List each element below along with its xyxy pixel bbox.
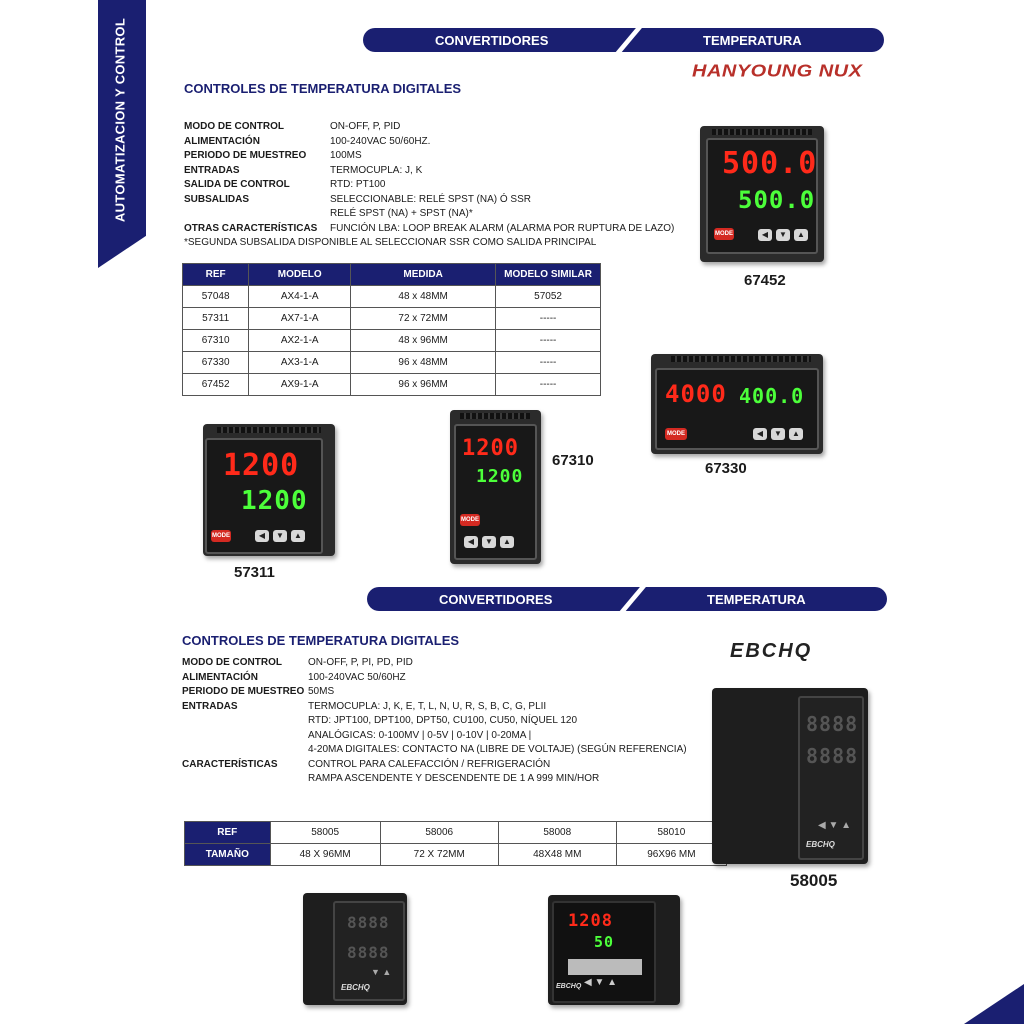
table-cell: 96 x 96MM bbox=[351, 374, 496, 396]
table-row bbox=[185, 822, 727, 844]
mode-button: MODE bbox=[460, 514, 480, 526]
controller-image-lit bbox=[548, 895, 680, 1005]
table-header-cell: REF bbox=[185, 822, 271, 844]
table-row bbox=[183, 374, 601, 396]
corner-decoration bbox=[964, 984, 1024, 1024]
vent-grille bbox=[217, 427, 321, 433]
table-cell: 48X48 MM bbox=[498, 844, 616, 866]
down-arrow-icon: ▼ bbox=[482, 536, 496, 548]
section-title-2: CONTROLES DE TEMPERATURA DIGITALES bbox=[182, 633, 460, 648]
spec-value: 50MS bbox=[308, 686, 335, 697]
spec-value: 4-20MA DIGITALES: CONTACTO NA (LIBRE DE VOLTAJE) (SEGÚN REFERENCIA) bbox=[308, 744, 687, 755]
table-cell: ----- bbox=[496, 374, 601, 396]
section-header-1 bbox=[363, 28, 884, 52]
spec-list-2 bbox=[182, 656, 712, 791]
spec-value: RAMPA ASCENDENTE Y DESCENDENTE DE 1 A 999 MIN/HOR bbox=[308, 773, 600, 784]
button-row-icons: ◀ ▼ ▲ bbox=[818, 820, 852, 831]
left-arrow-icon: ◀ bbox=[758, 229, 772, 241]
spec-key: SALIDA DE CONTROL bbox=[184, 179, 290, 190]
table-cell: AX4-1-A bbox=[249, 286, 351, 308]
display-top: 500.0 bbox=[722, 146, 818, 181]
table-cell: 67330 bbox=[183, 352, 249, 374]
spec-key: OTRAS CARACTERÍSTICAS bbox=[184, 222, 318, 234]
controller-face bbox=[333, 901, 405, 1001]
left-arrow-icon: ◀ bbox=[464, 536, 478, 548]
table-row bbox=[185, 844, 727, 866]
table-cell: AX9-1-A bbox=[249, 374, 351, 396]
size-table bbox=[184, 821, 727, 866]
table-cell: 57311 bbox=[183, 308, 249, 330]
up-arrow-icon: ▲ bbox=[794, 229, 808, 241]
caption-58005: 58005 bbox=[790, 871, 838, 890]
table-header-cell: TAMAÑO bbox=[185, 844, 271, 866]
controller-image-67330 bbox=[651, 354, 823, 454]
mode-button: MODE bbox=[211, 530, 231, 542]
table-cell: 57052 bbox=[496, 286, 601, 308]
caption-57311: 57311 bbox=[234, 564, 275, 581]
vent-grille bbox=[671, 356, 811, 362]
model-table bbox=[182, 263, 601, 396]
table-row bbox=[183, 286, 601, 308]
table-cell: 67310 bbox=[183, 330, 249, 352]
spec-footnote: *SEGUNDA SUBSALIDA DISPONIBLE AL SELECCIONAR SSR COMO SALIDA PRINCIPAL bbox=[184, 237, 597, 248]
header-left-label: CONVERTIDORES bbox=[435, 33, 549, 48]
spec-key: MODO DE CONTROL bbox=[184, 121, 284, 132]
button-row-icons: ▼ ▲ bbox=[371, 967, 392, 977]
spec-value: ON-OFF, P, PID bbox=[330, 121, 401, 132]
device-brand: EBCHQ bbox=[341, 983, 370, 992]
display-top: 8888 bbox=[347, 913, 390, 932]
display-top: 8888 bbox=[806, 712, 859, 736]
down-arrow-icon: ▼ bbox=[771, 428, 785, 440]
table-cell: AX7-1-A bbox=[249, 308, 351, 330]
controller-face bbox=[454, 424, 537, 560]
spec-key: ENTRADAS bbox=[182, 700, 238, 712]
controller-image-67452 bbox=[700, 126, 824, 262]
table-cell: 48 x 96MM bbox=[351, 330, 496, 352]
up-arrow-icon: ▲ bbox=[789, 428, 803, 440]
spec-value: 100-240VAC 50/60HZ. bbox=[330, 135, 431, 147]
table-row bbox=[183, 352, 601, 374]
header-right-label: TEMPERATURA bbox=[703, 33, 802, 48]
left-arrow-icon: ◀ bbox=[255, 530, 269, 542]
table-cell: 72 X 72MM bbox=[380, 844, 498, 866]
spec-key: ENTRADAS bbox=[184, 164, 240, 176]
left-arrow-icon: ◀ bbox=[753, 428, 767, 440]
display-top: 4000 bbox=[665, 380, 727, 408]
table-cell: 58006 bbox=[380, 822, 498, 844]
spec-key: CARACTERÍSTICAS bbox=[182, 758, 278, 770]
display-bottom: 50 bbox=[594, 933, 615, 951]
table-header-cell: MODELO bbox=[249, 264, 351, 286]
display-bottom: 1200 bbox=[241, 486, 308, 516]
spec-key: MODO DE CONTROL bbox=[182, 657, 282, 668]
table-header-cell: MEDIDA bbox=[351, 264, 496, 286]
display-bottom: 8888 bbox=[347, 943, 390, 962]
spec-value: TERMOCUPLA: J, K bbox=[330, 164, 423, 176]
section-header-2 bbox=[367, 587, 887, 611]
spec-value: RTD: PT100 bbox=[330, 179, 386, 190]
table-cell: ----- bbox=[496, 308, 601, 330]
up-arrow-icon: ▲ bbox=[500, 536, 514, 548]
table-cell: 58010 bbox=[616, 822, 726, 844]
mode-button: MODE bbox=[714, 228, 734, 240]
caption-67310: 67310 bbox=[552, 452, 594, 469]
spec-value: RTD: JPT100, DPT100, DPT50, CU100, CU50, NÍQUEL 120 bbox=[308, 715, 577, 726]
controller-face bbox=[706, 138, 818, 254]
brand-logo-hanyoung: HANYOUNG NUX bbox=[692, 61, 863, 81]
spec-value: ANALÓGICAS: 0-100MV | 0-5V | 0-10V | 0-20MA | bbox=[308, 729, 532, 741]
table-row bbox=[183, 330, 601, 352]
controller-image-58005 bbox=[712, 688, 868, 864]
spec-value: CONTROL PARA CALEFACCIÓN / REFRIGERACIÓN bbox=[308, 758, 551, 770]
table-cell: ----- bbox=[496, 330, 601, 352]
display-bottom: 8888 bbox=[806, 744, 859, 768]
table-header-row bbox=[183, 264, 601, 286]
table-cell: 72 x 72MM bbox=[351, 308, 496, 330]
spec-value: TERMOCUPLA: J, K, E, T, L, N, U, R, S, B, C, G, PLII bbox=[308, 700, 547, 712]
controller-image-67310 bbox=[450, 410, 541, 564]
caption-67330: 67330 bbox=[705, 460, 747, 477]
display-top: 1208 bbox=[568, 911, 613, 931]
header-divider bbox=[616, 585, 647, 615]
table-cell: 96X96 MM bbox=[616, 844, 726, 866]
controller-face bbox=[205, 438, 323, 554]
section-title-1: CONTROLES DE TEMPERATURA DIGITALES bbox=[184, 81, 462, 96]
table-cell: ----- bbox=[496, 352, 601, 374]
table-header-cell: REF bbox=[183, 264, 249, 286]
table-cell: 58005 bbox=[270, 822, 380, 844]
controller-face bbox=[552, 901, 656, 1003]
table-cell: AX3-1-A bbox=[249, 352, 351, 374]
display-top: 1200 bbox=[223, 448, 300, 483]
up-arrow-icon: ▲ bbox=[291, 530, 305, 542]
table-header-cell: MODELO SIMILAR bbox=[496, 264, 601, 286]
table-cell: 58008 bbox=[498, 822, 616, 844]
device-brand: EBCHQ bbox=[556, 983, 582, 990]
spec-list-1 bbox=[184, 120, 704, 255]
controller-face bbox=[798, 696, 864, 860]
table-cell: 96 x 48MM bbox=[351, 352, 496, 374]
header-left-label: CONVERTIDORES bbox=[439, 592, 553, 607]
front-panel bbox=[568, 959, 642, 975]
spec-value: RELÉ SPST (NA) + SPST (NA)* bbox=[330, 208, 473, 219]
spec-key: ALIMENTACIÓN bbox=[184, 135, 260, 147]
spec-value: SELECCIONABLE: RELÉ SPST (NA) Ó SSR bbox=[330, 193, 531, 205]
vent-grille bbox=[712, 129, 812, 135]
controller-image-gray bbox=[303, 893, 407, 1005]
spec-key: ALIMENTACIÓN bbox=[182, 671, 258, 683]
brand-logo-ebchq: EBCHQ bbox=[730, 640, 813, 662]
display-bottom: 500.0 bbox=[738, 186, 816, 214]
spec-key: SUBSALIDAS bbox=[184, 193, 250, 205]
down-arrow-icon: ▼ bbox=[273, 530, 287, 542]
controller-face bbox=[655, 368, 819, 450]
display-bottom: 1200 bbox=[476, 466, 524, 487]
device-brand: EBCHQ bbox=[806, 840, 835, 849]
caption-67452: 67452 bbox=[744, 272, 786, 289]
header-right-label: TEMPERATURA bbox=[707, 592, 806, 607]
table-cell: 48 X 96MM bbox=[270, 844, 380, 866]
display-top: 1200 bbox=[462, 436, 519, 461]
spec-value: 100MS bbox=[330, 150, 362, 161]
spec-key: PERIODO DE MUESTREO bbox=[182, 686, 305, 697]
spec-value: FUNCIÓN LBA: LOOP BREAK ALARM (ALARMA POR RUPTURA DE LAZO) bbox=[330, 222, 675, 234]
table-cell: 57048 bbox=[183, 286, 249, 308]
table-cell: AX2-1-A bbox=[249, 330, 351, 352]
table-row bbox=[183, 308, 601, 330]
display-bottom: 400.0 bbox=[739, 384, 805, 408]
spec-key: PERIODO DE MUESTREO bbox=[184, 150, 307, 161]
spec-value: ON-OFF, P, PI, PD, PID bbox=[308, 657, 413, 668]
table-cell: 48 x 48MM bbox=[351, 286, 496, 308]
spec-value: 100-240VAC 50/60HZ bbox=[308, 671, 406, 683]
vent-grille bbox=[460, 413, 530, 419]
side-banner-label: AUTOMATIZACION Y CONTROL bbox=[112, 17, 128, 223]
mode-button: MODE bbox=[665, 428, 687, 440]
button-row-icons: ◀ ▼ ▲ bbox=[584, 977, 618, 988]
down-arrow-icon: ▼ bbox=[776, 229, 790, 241]
table-cell: 67452 bbox=[183, 374, 249, 396]
header-divider bbox=[612, 26, 643, 56]
controller-image-57311 bbox=[203, 424, 335, 556]
